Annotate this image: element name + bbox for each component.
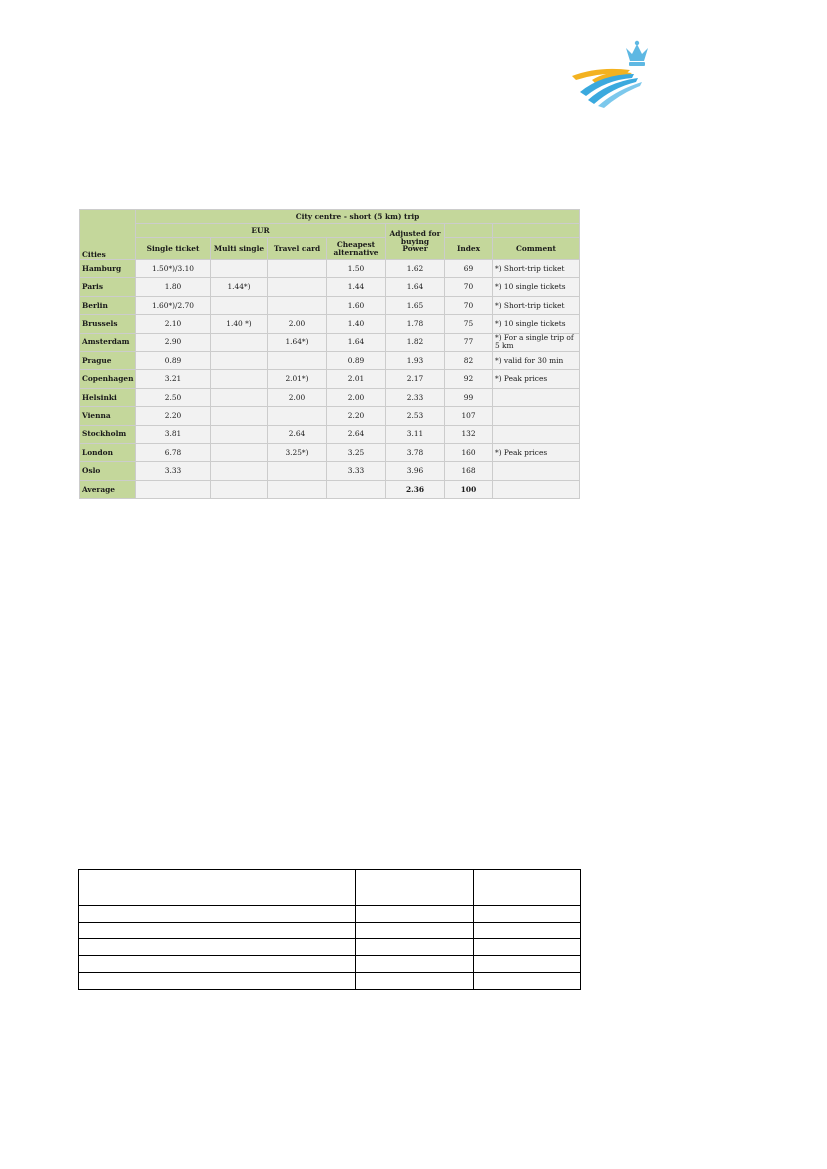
city-name-cell: Vienna (80, 407, 136, 425)
header-cheapest: Cheapest alternative (327, 238, 386, 260)
cheapest-cell: 1.50 (327, 260, 386, 278)
table-row (80, 351, 580, 369)
empty-cell (79, 922, 356, 939)
cheapest-cell: 3.33 (327, 462, 386, 480)
table-row (80, 370, 580, 388)
comment-cell (493, 388, 580, 406)
adjusted-cell: 3.11 (386, 425, 445, 443)
single-ticket-cell: 3.33 (136, 462, 211, 480)
city-name-cell: Helsinki (80, 388, 136, 406)
city-name-cell: Hamburg (80, 260, 136, 278)
index-cell: 70 (445, 278, 493, 296)
header-index-spacer (445, 224, 493, 238)
single-ticket-cell: 0.89 (136, 351, 211, 369)
empty-cell (356, 973, 474, 990)
header-cities-label: Cities (82, 250, 106, 260)
travel-card-cell: 2.00 (268, 388, 327, 406)
comment-cell: *) Peak prices (493, 370, 580, 388)
multi-single-cell (211, 370, 268, 388)
empty-bordered-table (78, 869, 581, 990)
cheapest-cell: 3.25 (327, 443, 386, 461)
empty-table-row (79, 922, 581, 939)
cheapest-cell: 1.40 (327, 315, 386, 333)
index-cell: 70 (445, 296, 493, 314)
adjusted-cell: 1.78 (386, 315, 445, 333)
cheapest-cell: 2.20 (327, 407, 386, 425)
adjusted-cell: 2.33 (386, 388, 445, 406)
cheapest-cell: 0.89 (327, 351, 386, 369)
single-ticket-cell: 2.10 (136, 315, 211, 333)
empty-cell (79, 939, 356, 956)
empty-cell (474, 939, 581, 956)
index-cell: 160 (445, 443, 493, 461)
header-cities (80, 210, 136, 260)
index-cell: 168 (445, 462, 493, 480)
adjusted-cell: 3.96 (386, 462, 445, 480)
index-cell: 82 (445, 351, 493, 369)
multi-single-cell (211, 351, 268, 369)
cheapest-cell: 2.01 (327, 370, 386, 388)
table-row (80, 480, 580, 498)
single-ticket-cell: 3.21 (136, 370, 211, 388)
empty-table-row (79, 956, 581, 973)
adjusted-cell: 1.62 (386, 260, 445, 278)
empty-cell (474, 956, 581, 973)
travel-card-cell: 2.64 (268, 425, 327, 443)
adjusted-cell: 1.93 (386, 351, 445, 369)
city-name-cell: Oslo (80, 462, 136, 480)
travel-card-cell (268, 407, 327, 425)
multi-single-cell (211, 407, 268, 425)
index-cell: 77 (445, 333, 493, 351)
city-name-cell: London (80, 443, 136, 461)
single-ticket-cell (136, 480, 211, 498)
comment-cell: *) valid for 30 min (493, 351, 580, 369)
city-name-cell: Brussels (80, 315, 136, 333)
index-cell: 92 (445, 370, 493, 388)
multi-single-cell: 1.40 *) (211, 315, 268, 333)
adjusted-cell: 3.78 (386, 443, 445, 461)
city-name-cell: Paris (80, 278, 136, 296)
table-row (80, 407, 580, 425)
city-name-cell: Amsterdam (80, 333, 136, 351)
travel-card-cell: 1.64*) (268, 333, 327, 351)
travel-card-cell (268, 351, 327, 369)
table-row (80, 425, 580, 443)
cheapest-cell: 2.00 (327, 388, 386, 406)
travel-card-cell (268, 296, 327, 314)
adjusted-cell: 2.36 (386, 480, 445, 498)
cheapest-cell (327, 480, 386, 498)
city-name-cell: Copenhagen (80, 370, 136, 388)
single-ticket-cell: 1.60*)/2.70 (136, 296, 211, 314)
empty-cell (79, 973, 356, 990)
travel-card-cell (268, 278, 327, 296)
multi-single-cell (211, 480, 268, 498)
multi-single-cell (211, 388, 268, 406)
single-ticket-cell: 6.78 (136, 443, 211, 461)
table-row (80, 388, 580, 406)
empty-cell (474, 905, 581, 922)
travel-card-cell (268, 480, 327, 498)
adjusted-cell: 2.53 (386, 407, 445, 425)
multi-single-cell (211, 333, 268, 351)
comment-cell (493, 407, 580, 425)
adjusted-cell: 1.82 (386, 333, 445, 351)
header-adjusted: Adjusted for buying Power (386, 224, 445, 260)
royal-crown-swoosh-logo-icon (568, 40, 658, 108)
empty-table-header-row (79, 870, 581, 906)
index-cell: 99 (445, 388, 493, 406)
header-index: Index (445, 238, 493, 260)
multi-single-cell (211, 425, 268, 443)
comment-cell (493, 462, 580, 480)
comment-cell: *) Short-trip ticket (493, 296, 580, 314)
adjusted-cell: 2.17 (386, 370, 445, 388)
cheapest-cell: 2.64 (327, 425, 386, 443)
header-travel-card: Travel card (268, 238, 327, 260)
table-row (80, 333, 580, 351)
single-ticket-cell: 2.50 (136, 388, 211, 406)
empty-table-row (79, 905, 581, 922)
comment-cell: *) For a single trip of 5 km (493, 333, 580, 351)
city-name-cell: Berlin (80, 296, 136, 314)
index-cell: 75 (445, 315, 493, 333)
cheapest-cell: 1.44 (327, 278, 386, 296)
cheapest-cell: 1.60 (327, 296, 386, 314)
comment-cell (493, 480, 580, 498)
fare-table-body (80, 260, 580, 499)
empty-cell (356, 905, 474, 922)
table-row (80, 315, 580, 333)
empty-cell (474, 870, 581, 906)
single-ticket-cell: 2.90 (136, 333, 211, 351)
comment-cell: *) 10 single tickets (493, 278, 580, 296)
index-cell: 107 (445, 407, 493, 425)
empty-cell (474, 922, 581, 939)
travel-card-cell (268, 260, 327, 278)
multi-single-cell (211, 443, 268, 461)
empty-cell (356, 939, 474, 956)
city-fare-comparison-table (79, 209, 580, 499)
empty-cell (356, 870, 474, 906)
travel-card-cell (268, 462, 327, 480)
empty-cell (79, 870, 356, 906)
comment-cell (493, 425, 580, 443)
comment-cell: *) Peak prices (493, 443, 580, 461)
header-currency: EUR (136, 224, 386, 238)
single-ticket-cell: 2.20 (136, 407, 211, 425)
comment-cell: *) Short-trip ticket (493, 260, 580, 278)
header-multi-single: Multi single (211, 238, 268, 260)
multi-single-cell (211, 296, 268, 314)
empty-cell (356, 956, 474, 973)
multi-single-cell (211, 260, 268, 278)
table-row (80, 260, 580, 278)
empty-cell (79, 956, 356, 973)
city-name-cell: Prague (80, 351, 136, 369)
index-cell: 100 (445, 480, 493, 498)
table-row (80, 443, 580, 461)
adjusted-cell: 1.64 (386, 278, 445, 296)
single-ticket-cell: 3.81 (136, 425, 211, 443)
table-row (80, 462, 580, 480)
multi-single-cell (211, 462, 268, 480)
empty-table-row (79, 939, 581, 956)
header-single-ticket: Single ticket (136, 238, 211, 260)
city-name-cell: Stockholm (80, 425, 136, 443)
single-ticket-cell: 1.50*)/3.10 (136, 260, 211, 278)
single-ticket-cell: 1.80 (136, 278, 211, 296)
empty-cell (474, 973, 581, 990)
travel-card-cell: 2.00 (268, 315, 327, 333)
travel-card-cell: 2.01*) (268, 370, 327, 388)
multi-single-cell: 1.44*) (211, 278, 268, 296)
travel-card-cell: 3.25*) (268, 443, 327, 461)
header-comment-spacer (493, 224, 580, 238)
empty-cell (356, 922, 474, 939)
empty-table-row (79, 973, 581, 990)
header-comment: Comment (493, 238, 580, 260)
city-name-cell: Average (80, 480, 136, 498)
comment-cell: *) 10 single tickets (493, 315, 580, 333)
table-row (80, 296, 580, 314)
index-cell: 132 (445, 425, 493, 443)
table-title: City centre - short (5 km) trip (136, 210, 580, 224)
adjusted-cell: 1.65 (386, 296, 445, 314)
cheapest-cell: 1.64 (327, 333, 386, 351)
table-row (80, 278, 580, 296)
empty-cell (79, 905, 356, 922)
index-cell: 69 (445, 260, 493, 278)
